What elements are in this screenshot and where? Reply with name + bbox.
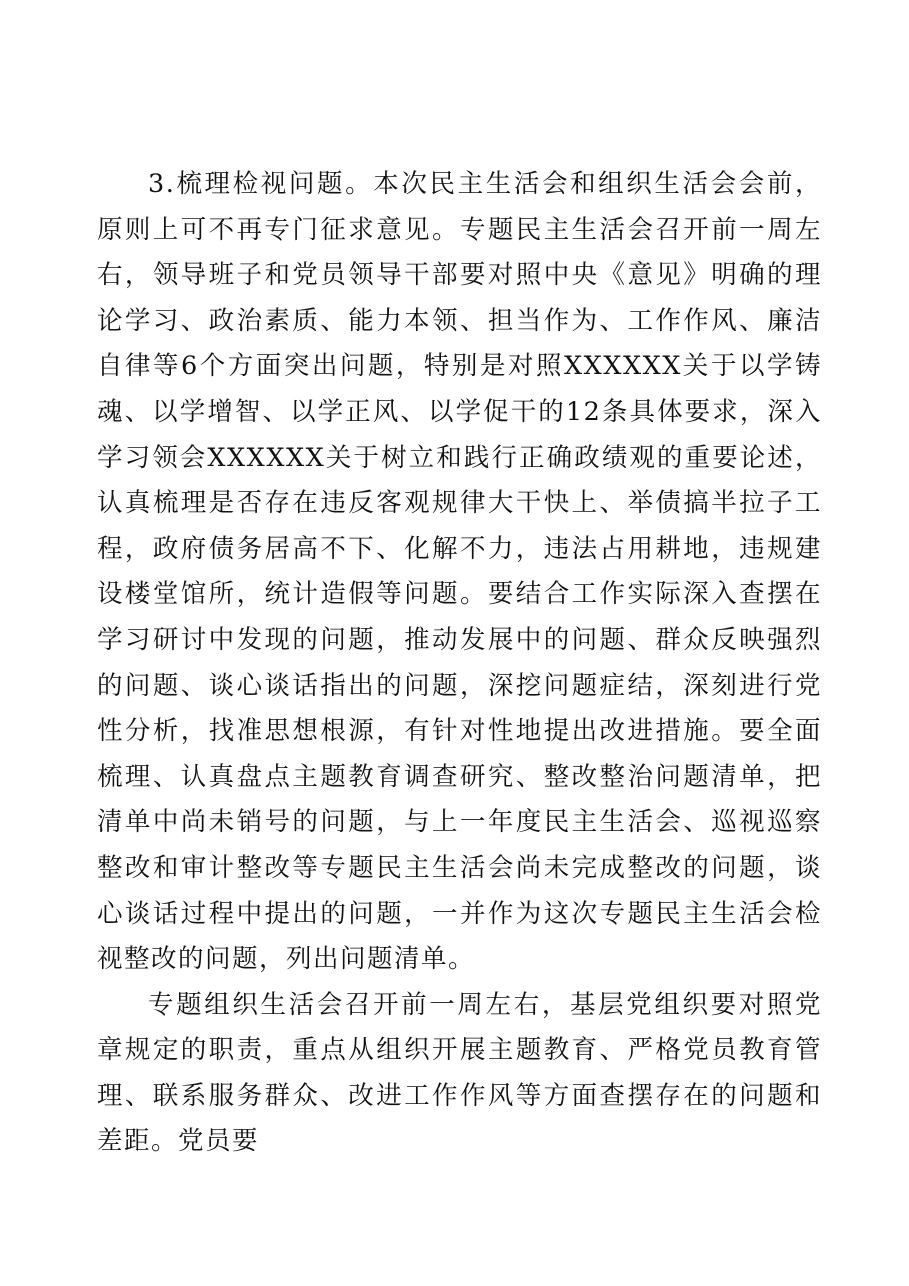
paragraph-review-problems: 3.梳理检视问题。本次民主生活会和组织生活会会前，原则上可不再专门征求意见。专题民主生活会召开前一周左右，领导班子和党员领导干部要对照中央《意见》明确的理论学习、政治素质、能力本领、担当作为、工作作风、廉洁自律等6个方面突出问题，特别是对照XXXXXX关于以学铸魂、以学增智、以学正风、以学促干的12条具体要求，深入学习领会XXXXXX关于树立和践行正确政绩观的重要论述，认真梳理是否存在违反客观规律大干快上、举债搞半拉子工程，政府债务居高不下、化解不力，违法占用耕地，违规建设楼堂馆所，统计造假等问题。要结合工作实际深入查摆在学习研讨中发现的问题，推动发展中的问题、群众反映强烈的问题、谈心谈话指出的问题，深挖问题症结，深刻进行党性分析，找准思想根源，有针对性地提出改进措施。要全面梳理、认真盘点主题教育调查研究、整改整治问题清单，把清单中尚未销号的问题，与上一年度民主生活会、巡视巡察整改和审计整改等专题民主生活会尚未完成整改的问题，谈心谈话过程中提出的问题，一并作为这次专题民主生活会检视整改的问题，列出问题清单。 — [97, 169, 822, 975]
paragraph-organization-meeting: 专题组织生活会召开前一周左右，基层党组织要对照党章规定的职责，重点从组织开展主题教育、严格党员教育管理、联系服务群众、改进工作作风等方面查摆存在的问题和差距。党员要 — [97, 989, 822, 1157]
document-body — [97, 162, 822, 1165]
